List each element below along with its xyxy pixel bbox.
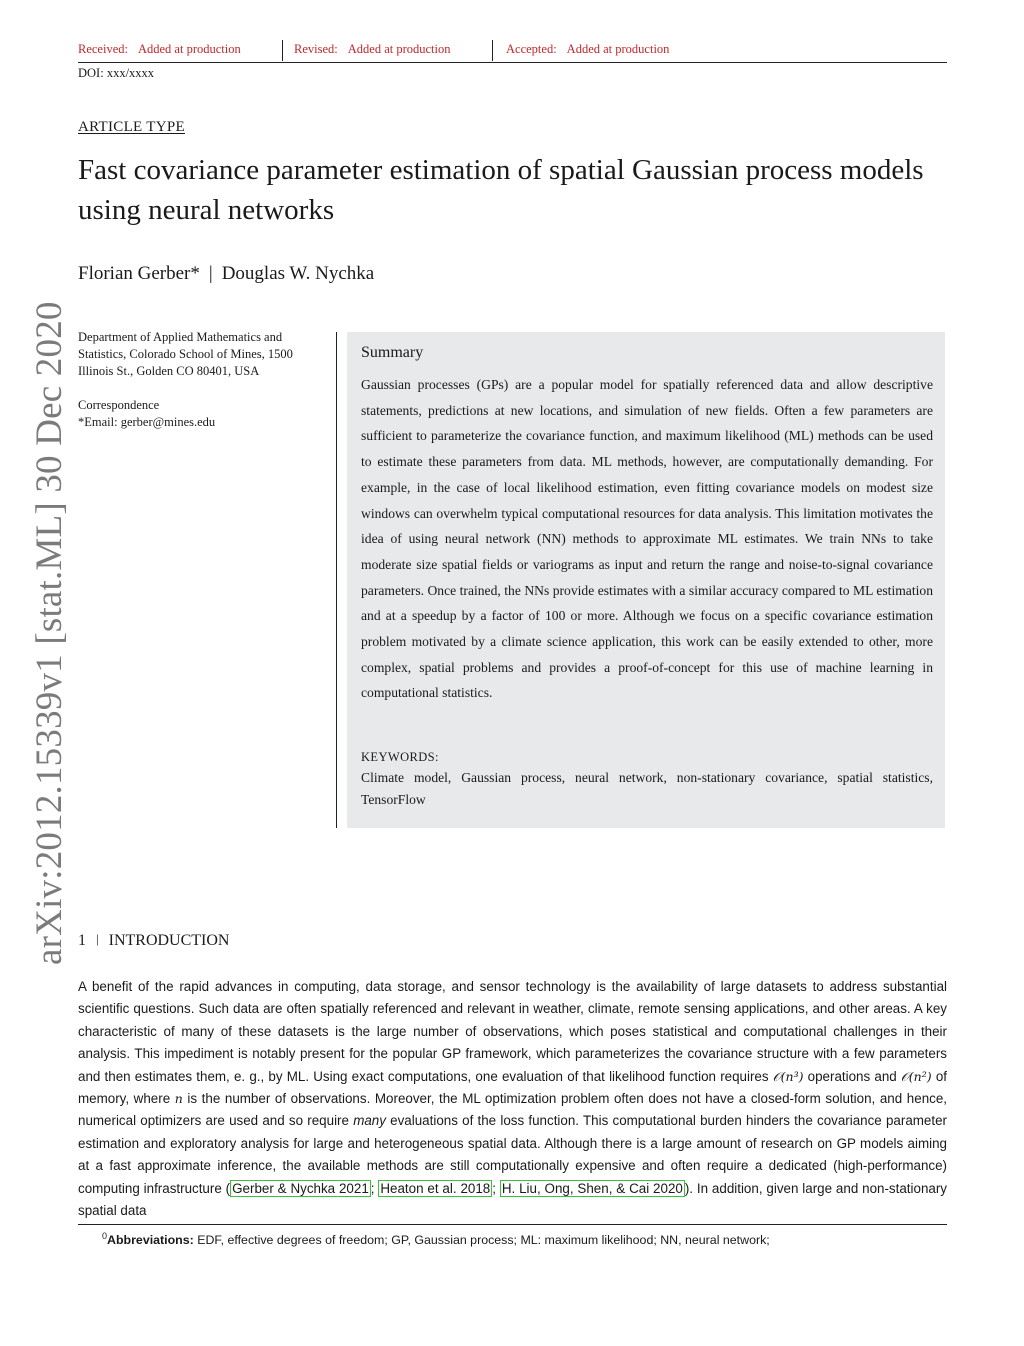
- footnote: [102, 1230, 770, 1247]
- affiliation: Department of Applied Mathematics and Statistics, Colorado School of Mines, 1500 Illinois St., Golden CO 80401, USA: [78, 330, 293, 378]
- doi: DOI: xxx/xxxx: [78, 66, 155, 80]
- footnote-label: Abbreviations:: [107, 1233, 194, 1247]
- article-type: ARTICLE TYPE: [78, 119, 186, 135]
- citation-link[interactable]: Heaton et al. 2018: [380, 1180, 491, 1196]
- affiliation-block: [78, 329, 328, 431]
- citation-link[interactable]: Gerber & Nychka 2021: [232, 1180, 369, 1196]
- footnote-text: EDF, effective degrees of freedom; GP, Gaussian process; ML: maximum likelihood; NN, neural network;: [193, 1233, 770, 1247]
- summary-text: Gaussian processes (GPs) are a popular model for spatially referenced data and allow descriptive statements, predictions at new locations, and simulation of new fields. Often a few parameters are sufficient to parameterize the covariance function, and maximum likelihood (ML) methods can be used to estimate these parameters from data. ML methods, however, are computationally demanding. For example, in the case of local likelihood estimation, even fitting covariance models on modest size windows can overwhelm typical computational resources for data analysis. This limitation motivates the idea of using neural network (NN) methods to approximate ML estimates. We train NNs to take moderate size spatial fields or variograms as input and return the range and noise-to-signal covariance parameters. Once trained, the NNs provide estimates with a similar accuracy compared to ML estimation and at a speedup by a factor of 100 or more. Although we focus on a specific covariance estimation problem motivated by a climate science application, this work can be easily extended to other, more complex, spatial problems and provides a proof-of-concept for this use of machine learning in computational statistics.: [361, 377, 933, 701]
- revised-date: [294, 42, 451, 57]
- introduction-text: [78, 976, 947, 1222]
- text-run: of memory, where: [78, 1068, 947, 1107]
- section-heading: [78, 932, 229, 950]
- accepted-value: Added at production: [566, 42, 670, 56]
- summary-heading: Summary: [361, 344, 424, 361]
- citation-separator: ;: [370, 1180, 379, 1196]
- correspondence-label: Correspondence: [78, 398, 160, 412]
- text-run: operations and: [803, 1068, 901, 1084]
- accepted-label: Accepted:: [506, 42, 557, 56]
- complexity-formula: 𝒪(n³): [772, 1068, 804, 1084]
- keywords-label: KEYWORDS:: [361, 750, 439, 764]
- memory-formula: 𝒪(n²): [900, 1068, 932, 1084]
- author-name: Douglas W. Nychka: [221, 263, 375, 284]
- author-name: Florian Gerber*: [78, 263, 200, 284]
- author-separator: |: [208, 263, 213, 284]
- received-value: Added at production: [137, 42, 241, 56]
- revised-label: Revised:: [294, 42, 338, 56]
- citation-link[interactable]: H. Liu, Ong, Shen, & Cai 2020: [501, 1180, 683, 1196]
- history-divider: [492, 40, 493, 61]
- paper-title: Fast covariance parameter estimation of spatial Gaussian process models using neural networks: [78, 154, 924, 226]
- section-title: INTRODUCTION: [108, 932, 230, 949]
- citation-separator: ;: [492, 1180, 500, 1196]
- emphasis: many: [353, 1113, 386, 1129]
- received-date: [78, 42, 241, 57]
- publication-history: [78, 40, 947, 63]
- author-list: [78, 263, 374, 285]
- text-run: A benefit of the rapid advances in computing, data storage, and sensor technology is the availability of large datasets to address substantial scientific questions. Such data are often spatially referenced and relevant in weather, climate, remote sensing applications, and other areas. A key characteristic of many of these datasets is the large number of observations, which poses statistical and computational challenges in their analysis. This impediment is notably present for the popular GP framework, which parameterizes the covariance structure with a few parameters and then estimates them, e. g., by ML. Using exact computations, one evaluation of that likelihood function requires: [78, 979, 947, 1084]
- section-bar: |: [96, 931, 99, 946]
- keywords: Climate model, Gaussian process, neural network, non-stationary covariance, spatial statistics, TensorFlow: [361, 770, 933, 807]
- summary-box: [347, 332, 945, 828]
- accepted-date: [506, 42, 669, 57]
- text-run: evaluations of the loss function. This computational burden hinders the covariance parameter estimation and exploratory analysis for large and heterogeneous spatial data. Although there is a large amount of research on GP models aiming at a fast approximate inference, the available methods are still computationally expensive and often require a dedicated (high-performance) computing infrastructure (: [78, 1113, 948, 1196]
- correspondence-email: *Email: gerber@mines.edu: [78, 415, 216, 429]
- text-run: is the number of observations. Moreover, the ML optimization problem often does not have a closed-form solution, and hence, numerical optimizers are used and so require: [78, 1091, 947, 1129]
- revised-value: Added at production: [347, 42, 451, 56]
- footnote-rule: [78, 1224, 947, 1225]
- history-divider: [282, 40, 283, 61]
- paragraph: [78, 976, 947, 1222]
- arxiv-identifier: arXiv:2012.15339v1 [stat.ML] 30 Dec 2020: [29, 301, 70, 965]
- section-number: 1: [78, 932, 86, 949]
- received-label: Received:: [78, 42, 128, 56]
- text-run: ). In addition, given large and non-stationary spatial data: [78, 1180, 947, 1219]
- variable-n: n: [174, 1091, 183, 1107]
- footnote-marker: 0: [102, 1230, 108, 1241]
- column-divider: [336, 332, 337, 828]
